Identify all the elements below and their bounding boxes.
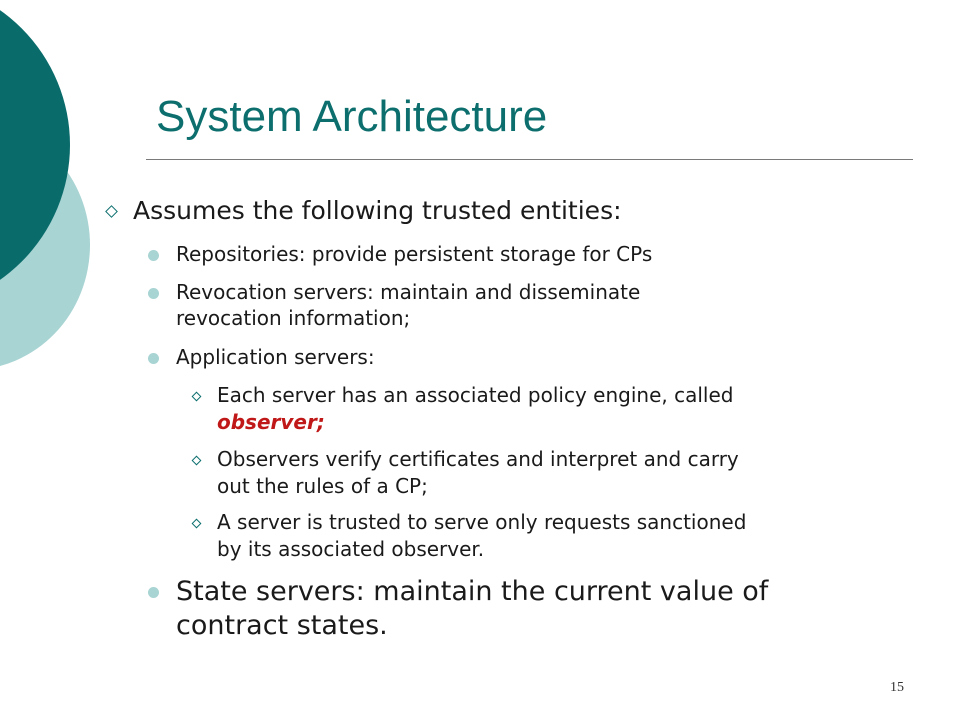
- sub-item-text-cont: out the rules of a CP;: [217, 474, 428, 498]
- intro-text: Assumes the following trusted entities:: [133, 196, 622, 225]
- sub-item-text-cont: by its associated observer.: [217, 537, 485, 561]
- list-item-text-cont: revocation information;: [176, 306, 411, 330]
- title-divider: [146, 159, 913, 160]
- sub-item-text: A server is trusted to serve only requests sanctioned: [217, 510, 747, 534]
- diamond-bullet-icon: [192, 456, 202, 466]
- diamond-bullet-icon: [192, 519, 202, 529]
- diamond-bullet-icon: [192, 392, 202, 402]
- sub-item-text: Observers verify certificates and interpret and carry: [217, 447, 739, 471]
- page-number: 15: [890, 680, 904, 695]
- dot-bullet-icon: [148, 587, 159, 598]
- diamond-bullet-icon: [105, 205, 118, 218]
- list-item-text: Revocation servers: maintain and disseminate: [176, 280, 641, 304]
- list-item-text-cont: contract states.: [176, 610, 388, 641]
- sub-item-text: Each server has an associated policy engine, called: [217, 383, 734, 407]
- list-item-text: Repositories: provide persistent storage for CPs: [176, 242, 653, 266]
- emphasis-text: observer;: [217, 410, 325, 434]
- dot-bullet-icon: [148, 288, 159, 299]
- slide-title: System Architecture: [156, 92, 548, 141]
- dot-bullet-icon: [148, 250, 159, 261]
- list-item-text: Application servers:: [176, 345, 375, 369]
- list-item-text: State servers: maintain the current value of: [176, 576, 769, 607]
- dot-bullet-icon: [148, 353, 159, 364]
